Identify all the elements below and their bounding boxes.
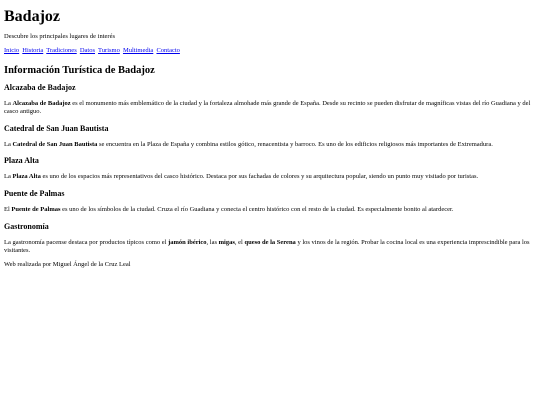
text-run: , las bbox=[206, 239, 219, 246]
section-title-puente-palmas: Puente de Palmas bbox=[4, 189, 65, 198]
bold-term: migas bbox=[218, 239, 235, 246]
section-title-plaza-alta: Plaza Alta bbox=[4, 156, 39, 165]
text-run: La bbox=[4, 141, 13, 148]
section-title-alcazaba: Alcazaba de Badajoz bbox=[4, 83, 76, 92]
text-run: La bbox=[4, 100, 13, 107]
text-run: se encuentra en la Plaza de España y combina estilos gótico, renacentista y barroco. Es uno de los edificios religiosos más importantes de Extremadura. bbox=[97, 141, 493, 148]
main-heading: Información Turística de Badajoz bbox=[4, 65, 155, 76]
bold-term: jamón ibérico bbox=[168, 239, 207, 246]
text-run: , el bbox=[234, 239, 245, 246]
section-title-gastronomia: Gastronomía bbox=[4, 222, 49, 231]
nav-link-historia[interactable]: Historia bbox=[22, 47, 44, 54]
section-text-alcazaba bbox=[4, 100, 534, 116]
text-run: El bbox=[4, 206, 12, 213]
bold-term: Plaza Alta bbox=[12, 173, 41, 180]
bold-term: Puente de Palmas bbox=[11, 206, 61, 213]
section-text-gastronomia bbox=[4, 239, 534, 255]
section-text-puente-palmas bbox=[4, 206, 534, 214]
site-title: Badajoz bbox=[4, 8, 60, 25]
section-text-catedral bbox=[4, 141, 534, 149]
nav-link-datos[interactable]: Datos bbox=[79, 47, 96, 54]
bold-term: Catedral de San Juan Bautista bbox=[12, 141, 98, 148]
bold-term: Alcazaba de Badajoz bbox=[12, 100, 71, 107]
text-run: es uno de los espacios más representativos del casco histórico. Destaca por sus fachadas de colores y su arquitectura popular, siendo un punto muy visitado por turistas. bbox=[40, 173, 479, 180]
main-nav bbox=[4, 47, 181, 55]
site-tagline: Descubre los principales lugares de interés bbox=[4, 33, 116, 40]
bold-term: queso de la Serena bbox=[244, 239, 296, 246]
text-run: y los vinos de la región. Probar la cocina local es una experiencia imprescindible para los visitantes. bbox=[4, 239, 530, 254]
nav-link-turismo[interactable]: Turismo bbox=[98, 47, 120, 54]
text-run: es el monumento más emblemático de la ciudad y la fortaleza almohade más grande de España. Desde su recinto se pueden disfrutar de magníficas vistas del río Guadiana y del casco antiguo. bbox=[4, 100, 531, 115]
nav-link-multimedia[interactable]: Multimedia bbox=[122, 47, 154, 54]
nav-link-inicio[interactable]: Inicio bbox=[4, 47, 20, 54]
text-run: es uno de los símbolos de la ciudad. Cruza el río Guadiana y conecta el centro histórico con el resto de la ciudad. Es especialmente bonito al atardecer. bbox=[60, 206, 454, 213]
nav-link-contacto[interactable]: Contacto bbox=[156, 47, 180, 54]
nav-link-tradiciones[interactable]: Tradiciones bbox=[46, 47, 77, 54]
footer-credit: Web realizada por Miguel Ángel de la Cruz Leal bbox=[4, 261, 131, 268]
section-text-plaza-alta bbox=[4, 173, 534, 181]
text-run: La gastronomía pacense destaca por productos típicos como el bbox=[4, 239, 169, 246]
section-title-catedral: Catedral de San Juan Bautista bbox=[4, 124, 109, 133]
text-run: La bbox=[4, 173, 13, 180]
